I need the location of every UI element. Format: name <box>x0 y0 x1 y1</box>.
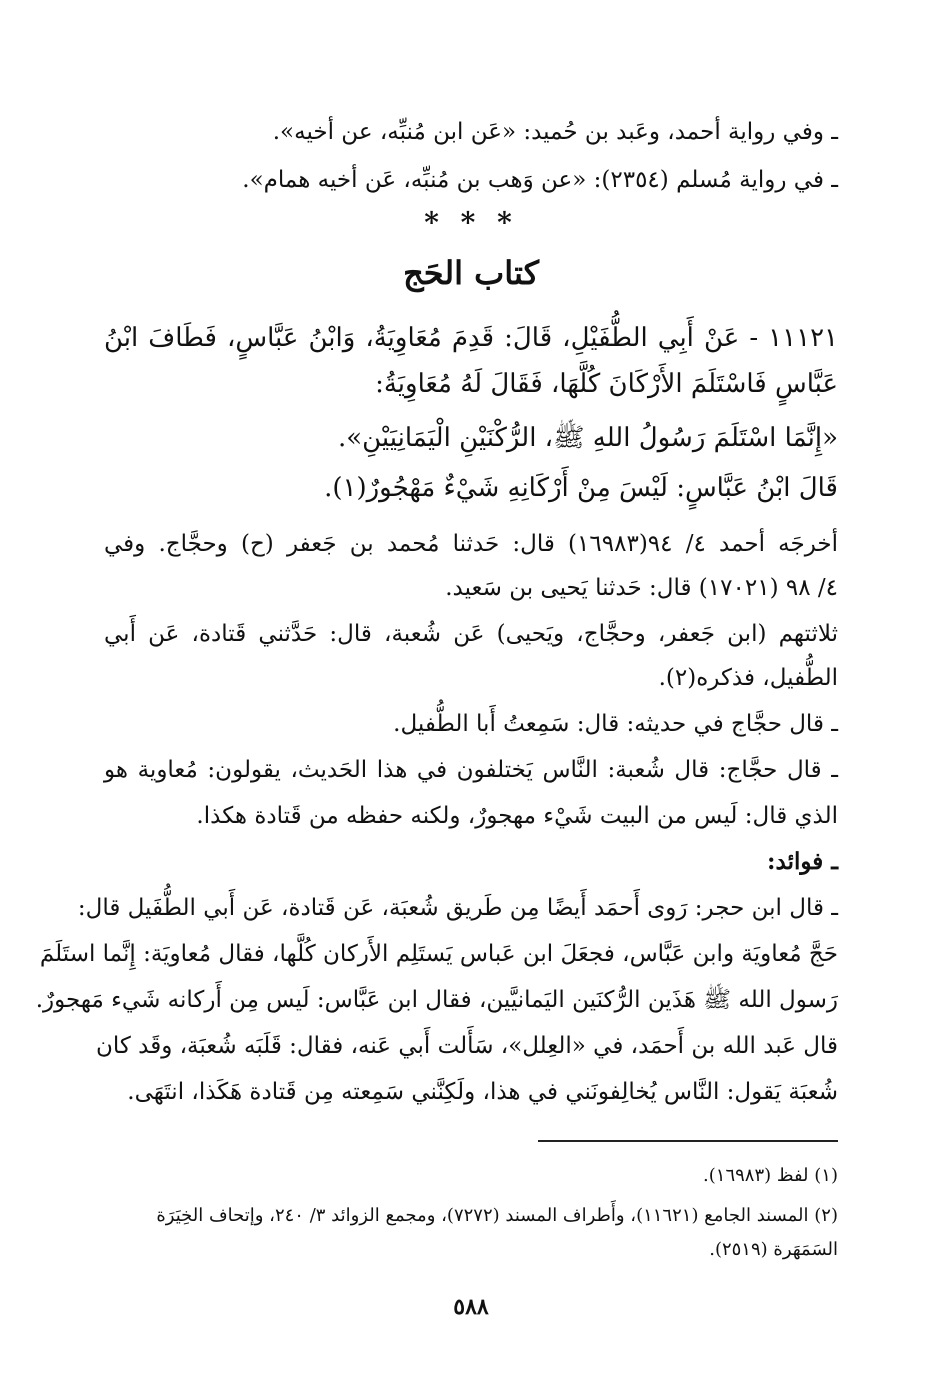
hadith-line: قَالَ ابْنُ عَبَّاسٍ: لَيْسَ مِنْ أَرْكَانِهِ شَيْءٌ مَهْجُورٌ(١). <box>324 473 838 503</box>
text-line: حَجَّ مُعاويَة وابن عَبَّاس، فجعَلَ ابن عَباس يَستَلِم الأَركان كُلَّها، فقال مُعاويَة: إِنَّما استَلَمَ <box>39 941 838 967</box>
footnote: السَمَهَرة (٢٥١٩). <box>709 1239 838 1260</box>
hadith-line: ١١١٢١ - عَنْ أَبِي الطُّفَيْلِ، قَالَ: قَدِمَ مُعَاوِيَةُ، وَابْنُ عَبَّاسٍ، فَطَافَ ابْنُ <box>104 323 838 353</box>
text-line: ٤/ ٩٨ (١٧٠٢١) قال: حَدثنا يَحيى بن سَعيد. <box>445 575 838 601</box>
page-number: ٥٨٨ <box>453 1294 489 1320</box>
text-line: ـ قال حجَّاج في حديثه: قال: سَمِعتُ أَبا الطُّفيل. <box>393 711 838 737</box>
hadith-line: عَبَّاسٍ فَاسْتَلَمَ الأَرْكَانَ كُلَّهَا، فَقَالَ لَهُ مُعَاوِيَةُ: <box>375 369 838 399</box>
text-line: شُعبَة يَقول: النَّاس يُخالِفونَني في هذا، ولَكِنَّني سَمِعته مِن قَتادة هَكَذا، انتَهَى. <box>127 1079 838 1105</box>
chapter-heading: كتاب الحَج <box>403 254 539 292</box>
section-separator: * * * <box>424 206 518 239</box>
text-line: الذي قال: لَيس من البيت شَيْء مهجورٌ، ولكنه حفظه من قَتادة هكذا. <box>196 803 838 829</box>
text-line: ـ وفي رواية أحمد، وعَبد بن حُميد: «عَن ابن مُنبِّه، عن أخيه». <box>272 119 838 145</box>
text-line: الطُّفيل، فذكره(٢). <box>658 665 838 691</box>
text-line: ثلاثتهم (ابن جَعفر، وحجَّاج، ويَحيى) عَن شُعبة، قال: حَدَّثني قَتادة، عَن أَبي <box>104 621 838 647</box>
footnote: (١) لفظ (١٦٩٨٣). <box>703 1165 838 1186</box>
section-label: ـ فوائد: <box>767 848 838 875</box>
hadith-line: «إِنَّمَا اسْتَلَمَ رَسُولُ اللهِ ﷺ، الرُّكْنَيْنِ الْيَمَانِيَيْنِ». <box>337 423 838 453</box>
text-line: رَسول الله ﷺ هَذَين الرُّكنَين اليَمانيَّين، فقال ابن عَبَّاس: لَيس مِن أَركانه شَيء مَهجورٌ. <box>35 987 838 1013</box>
text-line: ـ قال ابن حجر: رَوى أَحمَد أَيضًا مِن طَريق شُعبَة، عَن قَتادة، عَن أَبي الطُّفَيل قال: <box>77 895 838 921</box>
footnote: (٢) المسند الجامع (١١٦٢١)، وأَطراف المسند (٧٢٧٢)، ومجمع الزوائد ٣/ ٢٤٠، وإتحاف الخِيَرَة <box>156 1205 838 1226</box>
text-line: ـ قال حجَّاج: قال شُعبة: النَّاس يَختلفون في هذا الحَديث، يقولون: مُعاوية هو <box>104 757 838 783</box>
text-line: ـ في رواية مُسلم (٢٣٥٤): «عن وَهب بن مُنبِّه، عَن أخيه همام». <box>242 167 838 193</box>
footnote-divider <box>538 1140 838 1142</box>
text-line: قال عَبد الله بن أَحمَد، في «العِلل»، سَأَلت أَبي عَنه، فقال: قَلَبَه شُعبَة، وقَد كان <box>95 1033 838 1059</box>
text-line: أخرجَه أحمد ٤/ ٩٤(١٦٩٨٣) قال: حَدثنا مُحمد بن جَعفر (ح) وحجَّاج. وفي <box>104 531 839 557</box>
